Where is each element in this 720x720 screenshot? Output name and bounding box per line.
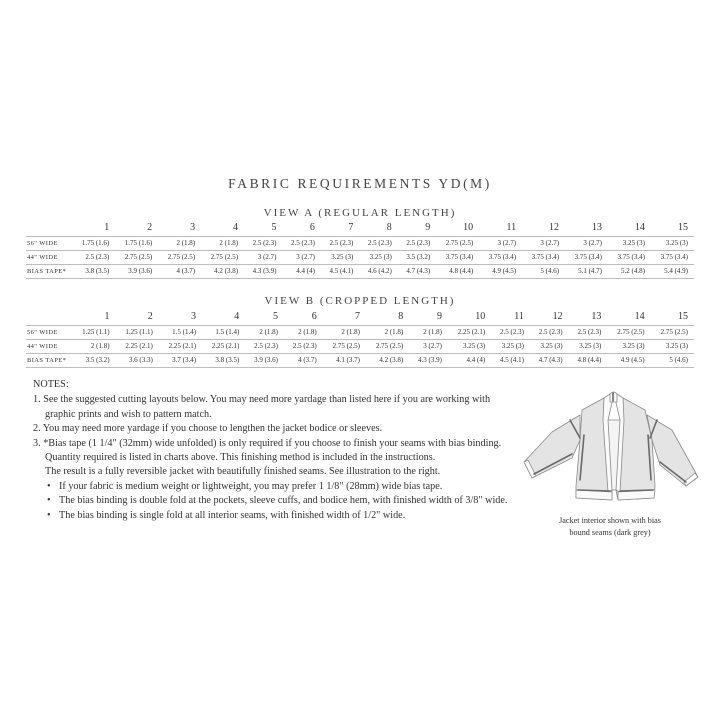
table-cell: 2.5 (2.3) xyxy=(530,325,569,339)
note-item-2 xyxy=(33,422,523,436)
table-cell: 2.75 (2.5) xyxy=(607,325,650,339)
table-cell: 2.25 (2.1) xyxy=(159,339,202,353)
table-cell: 3 (2.7) xyxy=(522,236,565,250)
table-cell: 3.8 (3.5) xyxy=(72,264,115,278)
size-header: 14 xyxy=(634,311,645,323)
row-label: BIAS TAPE* xyxy=(26,264,72,278)
size-header: 4 xyxy=(233,222,239,234)
table-cell: 2 (1.8) xyxy=(245,325,284,339)
note-text: You may need more yardage if you choose to lengthen the jacket bodice or sleeves. xyxy=(42,423,383,435)
size-header: 3 xyxy=(190,222,196,234)
size-header: 10 xyxy=(475,311,486,323)
row-label: BIAS TAPE* xyxy=(26,353,72,367)
table-cell: 5.2 (4.8) xyxy=(608,264,651,278)
table-cell: 3.75 (3.4) xyxy=(651,250,694,264)
bullet-item: • If your fabric is medium weight or lightweight, you may prefer 1 1/8" (28mm) wide bias tape. xyxy=(45,480,523,494)
table-cell: 3.9 (3.6) xyxy=(245,353,284,367)
table-cell: 3.8 (3.5) xyxy=(202,353,245,367)
table-cell: 1.75 (1.6) xyxy=(72,236,115,250)
table-cell: 4.8 (4.4) xyxy=(569,353,608,367)
view-b-title: VIEW B (CROPPED LENGTH) xyxy=(264,295,456,307)
size-header: 12 xyxy=(552,311,563,323)
size-header: 7 xyxy=(354,311,360,323)
table-cell: 3.75 (3.4) xyxy=(436,250,479,264)
table-cell: 3.75 (3.4) xyxy=(479,250,522,264)
table-cell: 1.25 (1.1) xyxy=(72,325,115,339)
bullet-item: • The bias binding is double fold at the pockets, sleeve cuffs, and bodice hem, with finished width of 3/8" wide. xyxy=(45,494,523,508)
table-cell: 2 (1.8) xyxy=(366,325,409,339)
table-cell: 2.25 (2.1) xyxy=(448,325,491,339)
size-header: 1 xyxy=(104,222,110,234)
table-cell: 3.25 (3) xyxy=(448,339,491,353)
table-cell: 3 (2.7) xyxy=(409,339,448,353)
table-cell: 2.5 (2.3) xyxy=(321,236,359,250)
table-cell: 2.25 (2.1) xyxy=(202,339,245,353)
view-a-table xyxy=(26,222,694,279)
size-header: 11 xyxy=(506,222,517,234)
notes-heading: NOTES: xyxy=(33,379,69,390)
table-cell: 2.5 (2.3) xyxy=(284,339,323,353)
table-cell: 4.5 (4.1) xyxy=(321,264,359,278)
table-cell: 2.5 (2.3) xyxy=(491,325,530,339)
table-cell: 2.75 (2.5) xyxy=(651,325,694,339)
note-number: 3. xyxy=(33,437,41,449)
table-cell: 3.25 (3) xyxy=(607,339,650,353)
size-header: 2 xyxy=(147,222,153,234)
table-cell: 3.5 (3.2) xyxy=(72,353,115,367)
table-cell: 3 (2.7) xyxy=(244,250,282,264)
table-cell: 4 (3.7) xyxy=(158,264,201,278)
size-header: 4 xyxy=(234,311,240,323)
table-cell: 3.25 (3) xyxy=(321,250,359,264)
table-cell: 2.5 (2.3) xyxy=(359,236,397,250)
table-cell: 3.25 (3) xyxy=(569,339,608,353)
table-row xyxy=(26,325,694,339)
bullet-item: • The bias binding is single fold at all interior seams, with finished width of 1/2" wide. xyxy=(45,509,523,523)
table-cell: 1.75 (1.6) xyxy=(115,236,158,250)
size-header: 7 xyxy=(348,222,354,234)
table-cell: 1.5 (1.4) xyxy=(202,325,245,339)
size-header-row xyxy=(26,311,694,325)
table-cell: 2.75 (2.5) xyxy=(158,250,201,264)
table-cell: 2.75 (2.5) xyxy=(115,250,158,264)
table-cell: 4.2 (3.8) xyxy=(366,353,409,367)
table-cell: 2.5 (2.3) xyxy=(398,236,436,250)
page-title: FABRIC REQUIREMENTS YD(M) xyxy=(228,176,492,191)
size-header: 3 xyxy=(191,311,197,323)
table-row xyxy=(26,250,694,264)
table-cell: 3.6 (3.3) xyxy=(116,353,159,367)
table-cell: 4.5 (4.1) xyxy=(491,353,530,367)
size-header: 12 xyxy=(549,222,560,234)
table-cell: 2 (1.8) xyxy=(72,339,115,353)
row-header-blank xyxy=(26,222,72,236)
table-cell: 4.3 (3.9) xyxy=(409,353,448,367)
table-cell: 3.25 (3) xyxy=(491,339,530,353)
table-cell: 4.3 (3.9) xyxy=(244,264,282,278)
table-cell: 5.4 (4.9) xyxy=(651,264,694,278)
size-header: 6 xyxy=(311,311,317,323)
table-cell: 2.5 (2.3) xyxy=(282,236,320,250)
table-cell: 4.4 (4) xyxy=(282,264,320,278)
table-cell: 3.9 (3.6) xyxy=(115,264,158,278)
row-label: 44" WIDE xyxy=(26,250,72,264)
table-cell: 2.75 (2.5) xyxy=(201,250,244,264)
table-cell: 3 (2.7) xyxy=(565,236,608,250)
table-cell: 3.25 (3) xyxy=(359,250,397,264)
table-cell: 3 (2.7) xyxy=(479,236,522,250)
table-cell: 2.5 (2.3) xyxy=(244,236,282,250)
table-cell: 2.75 (2.5) xyxy=(323,339,366,353)
size-header-row xyxy=(26,222,694,236)
size-header: 13 xyxy=(591,222,602,234)
table-cell: 4.6 (4.2) xyxy=(359,264,397,278)
table-cell: 4.7 (4.3) xyxy=(530,353,569,367)
table-row xyxy=(26,339,694,353)
table-cell: 4.2 (3.8) xyxy=(201,264,244,278)
size-header: 13 xyxy=(591,311,602,323)
note-text: See the suggested cutting layouts below. You may need more yardage than listed here if you are working with xyxy=(43,394,491,406)
table-cell: 4 (3.7) xyxy=(284,353,323,367)
row-label: 44" WIDE xyxy=(26,339,72,353)
table-cell: 2 (1.8) xyxy=(409,325,448,339)
table-cell: 3.75 (3.4) xyxy=(565,250,608,264)
table-cell: 3.25 (3) xyxy=(651,236,694,250)
size-header: 6 xyxy=(309,222,315,234)
note-text-cont: The result is a fully reversible jacket with beautifully finished seams. See illustration to the right. xyxy=(45,466,441,478)
size-header: 15 xyxy=(678,311,688,323)
table-cell: 2 (1.8) xyxy=(323,325,366,339)
table-row xyxy=(26,353,694,367)
table-cell: 3.75 (3.4) xyxy=(608,250,651,264)
size-header: 9 xyxy=(425,222,431,234)
table-cell: 1.5 (1.4) xyxy=(159,325,202,339)
table-cell: 5 (4.6) xyxy=(522,264,565,278)
note-number: 1. xyxy=(33,394,41,406)
view-a-title: VIEW A (REGULAR LENGTH) xyxy=(263,207,457,219)
table-cell: 2.5 (2.3) xyxy=(72,250,115,264)
table-row xyxy=(26,264,694,278)
table-cell: 3.25 (3) xyxy=(608,236,651,250)
size-header: 5 xyxy=(273,311,279,323)
table-cell: 5.1 (4.7) xyxy=(565,264,608,278)
size-header: 1 xyxy=(104,311,110,323)
note-text: *Bias tape (1 1/4" (32mm) wide unfolded) is only required if you choose to finish your seams with bias binding. xyxy=(43,437,502,449)
table-cell: 2.75 (2.5) xyxy=(436,236,479,250)
table-cell: 4.9 (4.5) xyxy=(479,264,522,278)
view-b-table xyxy=(26,311,694,368)
size-header: 11 xyxy=(514,311,524,323)
table-cell: 2.5 (2.3) xyxy=(245,339,284,353)
row-label: 56" WIDE xyxy=(26,236,72,250)
table-cell: 4.8 (4.4) xyxy=(436,264,479,278)
size-header: 8 xyxy=(386,222,392,234)
note-text-cont: graphic prints and wish to pattern match. xyxy=(45,408,212,420)
row-label: 56" WIDE xyxy=(26,325,72,339)
size-header: 14 xyxy=(634,222,645,234)
table-row xyxy=(26,236,694,250)
notes-section xyxy=(33,378,523,523)
size-header: 9 xyxy=(436,311,442,323)
caption-line: Jacket interior shown with bias xyxy=(559,516,661,525)
table-cell: 1.25 (1.1) xyxy=(116,325,159,339)
size-header: 2 xyxy=(147,311,153,323)
illustration-caption xyxy=(530,515,690,539)
caption-line: bound seams (dark grey) xyxy=(569,528,651,537)
note-text-cont: Quantity required is listed in charts above. This finishing method is included in the instructions. xyxy=(45,452,436,464)
table-cell: 3.75 (3.4) xyxy=(522,250,565,264)
size-header: 5 xyxy=(271,222,277,234)
table-cell: 2.5 (2.3) xyxy=(569,325,608,339)
table-cell: 3.7 (3.4) xyxy=(159,353,202,367)
size-header: 8 xyxy=(398,311,404,323)
table-cell: 3.5 (3.2) xyxy=(398,250,436,264)
table-cell: 4.1 (3.7) xyxy=(323,353,366,367)
table-cell: 4.7 (4.3) xyxy=(398,264,436,278)
table-cell: 3.25 (3) xyxy=(651,339,694,353)
table-cell: 4.9 (4.5) xyxy=(607,353,650,367)
table-cell: 3 (2.7) xyxy=(282,250,320,264)
note-bullets xyxy=(33,480,523,523)
table-cell: 2.25 (2.1) xyxy=(116,339,159,353)
table-cell: 2 (1.8) xyxy=(284,325,323,339)
table-cell: 4.4 (4) xyxy=(448,353,491,367)
size-header: 15 xyxy=(678,222,688,234)
table-cell: 3.25 (3) xyxy=(530,339,569,353)
table-cell: 2 (1.8) xyxy=(158,236,201,250)
size-header: 10 xyxy=(463,222,474,234)
note-number: 2. xyxy=(33,423,41,435)
note-item-1 xyxy=(33,393,523,407)
table-cell: 5 (4.6) xyxy=(651,353,694,367)
row-header-blank xyxy=(26,311,72,325)
jacket-illustration-icon xyxy=(510,390,710,515)
note-item-3 xyxy=(33,437,523,451)
table-cell: 2 (1.8) xyxy=(201,236,244,250)
table-cell: 2.75 (2.5) xyxy=(366,339,409,353)
